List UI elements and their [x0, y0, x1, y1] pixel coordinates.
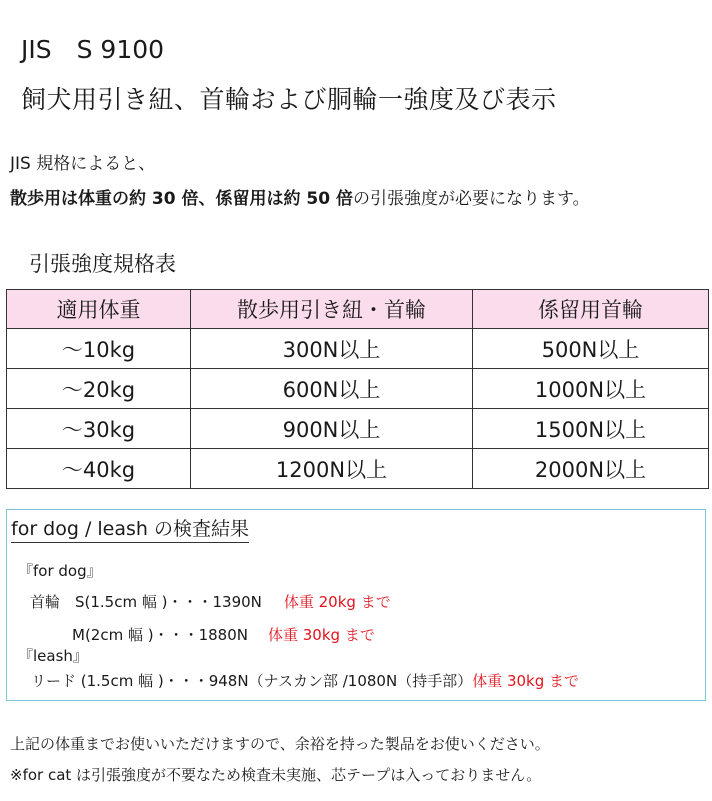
standard-code: JIS S 9100 [21, 35, 165, 64]
cell-weight: ～40kg [7, 449, 191, 489]
intro-line-2 [10, 184, 590, 209]
collar-s-result [30, 591, 391, 612]
cell-walk: 1200N以上 [191, 449, 473, 489]
leash-weight-note: 体重 30kg まで [472, 672, 580, 690]
collar-m-value: M(2cm 幅 )・・・1880N [72, 626, 248, 644]
intro-requirement-rest: の引張強度が必要になります。 [353, 189, 590, 209]
tensile-strength-table [6, 289, 709, 489]
table-row [7, 369, 709, 409]
table-row [7, 409, 709, 449]
table-caption: 引張強度規格表 [29, 252, 176, 276]
header-walk: 散歩用引き紐・首輪 [191, 290, 473, 329]
footer-note-2: ※for cat は引張強度が不要なため検査未実施、芯テープは入っておりません。 [10, 766, 542, 784]
header-weight: 適用体重 [7, 290, 191, 329]
leash-label: 『leash』 [18, 647, 88, 665]
collar-m-weight-note: 体重 30kg まで [267, 626, 375, 644]
table-row [7, 329, 709, 369]
cell-walk: 600N以上 [191, 369, 473, 409]
header-tether: 係留用首輪 [473, 290, 709, 329]
cell-weight: ～30kg [7, 409, 191, 449]
collar-m-result [72, 624, 375, 645]
footer-note-1: 上記の体重までお使いいただけますので、余裕を持った製品をお使いください。 [10, 735, 550, 753]
test-results-heading: for dog / leash の検査結果 [11, 514, 249, 543]
cell-walk: 900N以上 [191, 409, 473, 449]
leash-value: リード (1.5cm 幅 )・・・948N（ナスカン部 /1080N（持手部） [31, 672, 473, 690]
collar-s-weight-note: 体重 20kg まで [283, 593, 391, 611]
leash-result [31, 670, 579, 691]
intro-requirement-bold: 散歩用は体重の約 30 倍、係留用は約 50 倍 [10, 189, 353, 209]
standard-title: 飼犬用引き紐、首輪および胴輪一強度及び表示 [21, 85, 557, 114]
cell-weight: ～10kg [7, 329, 191, 369]
collar-s-value: 首輪 S(1.5cm 幅 )・・・1390N [30, 593, 262, 611]
table-header-row [7, 290, 709, 329]
cell-walk: 300N以上 [191, 329, 473, 369]
intro-line-1: JIS 規格によると、 [10, 154, 156, 174]
cell-tether: 2000N以上 [473, 449, 709, 489]
for-dog-label: 『for dog』 [18, 562, 102, 580]
cell-tether: 1500N以上 [473, 409, 709, 449]
cell-tether: 500N以上 [473, 329, 709, 369]
cell-weight: ～20kg [7, 369, 191, 409]
cell-tether: 1000N以上 [473, 369, 709, 409]
table-row [7, 449, 709, 489]
